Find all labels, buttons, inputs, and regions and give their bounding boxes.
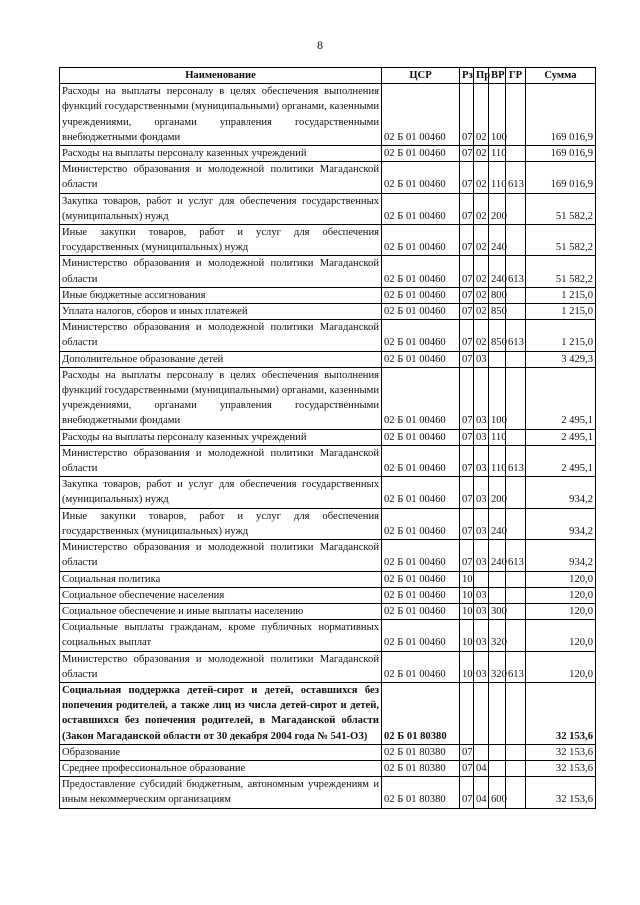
cell-pr: 03 bbox=[474, 429, 489, 445]
cell-csr: 02 Б 01 00460 bbox=[382, 84, 460, 146]
cell-name: Министерство образования и молодежной политики Магаданской области bbox=[60, 445, 382, 476]
cell-vr: 200 bbox=[489, 193, 506, 224]
cell-name: Расходы на выплаты персоналу в целях обеспечения выполнения функций государственными (муниципальными) органами, казенными учреждениями, органами управления государственными внебюджетными фондами bbox=[60, 84, 382, 146]
cell-name: Закупка товаров, работ и услуг для обеспечения государственных (муниципальных) нужд bbox=[60, 193, 382, 224]
cell-gr: 613 bbox=[506, 651, 526, 682]
table-row bbox=[60, 84, 596, 146]
table-row bbox=[60, 744, 596, 760]
cell-vr: 800 bbox=[489, 287, 506, 303]
table-row bbox=[60, 508, 596, 539]
cell-csr: 02 Б 01 00460 bbox=[382, 146, 460, 162]
cell-csr: 02 Б 01 00460 bbox=[382, 287, 460, 303]
cell-pr: 02 bbox=[474, 146, 489, 162]
table-row bbox=[60, 351, 596, 367]
header-name: Наименование bbox=[60, 68, 382, 84]
cell-name: Расходы на выплаты персоналу казенных учреждений bbox=[60, 146, 382, 162]
cell-csr: 02 Б 01 00460 bbox=[382, 162, 460, 193]
cell-gr bbox=[506, 760, 526, 776]
cell-gr: 613 bbox=[506, 540, 526, 571]
cell-sum: 120,0 bbox=[526, 603, 596, 619]
table-row bbox=[60, 777, 596, 808]
cell-sum: 32 153,6 bbox=[526, 744, 596, 760]
cell-csr: 02 Б 01 00460 bbox=[382, 508, 460, 539]
table-row bbox=[60, 540, 596, 571]
cell-vr: 240 bbox=[489, 225, 506, 256]
cell-csr: 02 Б 01 00460 bbox=[382, 351, 460, 367]
table-row bbox=[60, 651, 596, 682]
cell-sum: 51 582,2 bbox=[526, 256, 596, 287]
header-rz: Рз bbox=[460, 68, 474, 84]
cell-rz: 10 bbox=[460, 651, 474, 682]
cell-vr: 300 bbox=[489, 603, 506, 619]
cell-rz: 07 bbox=[460, 351, 474, 367]
cell-rz: 07 bbox=[460, 225, 474, 256]
table-row bbox=[60, 682, 596, 744]
cell-pr: 03 bbox=[474, 445, 489, 476]
cell-sum: 1 215,0 bbox=[526, 287, 596, 303]
cell-csr: 02 Б 01 80380 bbox=[382, 760, 460, 776]
cell-pr: 02 bbox=[474, 225, 489, 256]
cell-sum: 32 153,6 bbox=[526, 760, 596, 776]
header-gr: ГР bbox=[506, 68, 526, 84]
cell-vr bbox=[489, 571, 506, 587]
cell-gr: 613 bbox=[506, 162, 526, 193]
cell-csr: 02 Б 01 00460 bbox=[382, 367, 460, 429]
cell-rz: 07 bbox=[460, 320, 474, 351]
cell-vr bbox=[489, 744, 506, 760]
cell-name: Министерство образования и молодежной политики Магаданской области bbox=[60, 320, 382, 351]
cell-gr: 613 bbox=[506, 256, 526, 287]
cell-vr bbox=[489, 760, 506, 776]
cell-name: Министерство образования и молодежной политики Магаданской области bbox=[60, 651, 382, 682]
cell-rz: 10 bbox=[460, 587, 474, 603]
cell-sum: 2 495,1 bbox=[526, 445, 596, 476]
cell-sum: 51 582,2 bbox=[526, 225, 596, 256]
cell-csr: 02 Б 01 00460 bbox=[382, 540, 460, 571]
header-pr: Пр bbox=[474, 68, 489, 84]
cell-csr: 02 Б 01 00460 bbox=[382, 445, 460, 476]
cell-rz: 07 bbox=[460, 256, 474, 287]
cell-gr bbox=[506, 225, 526, 256]
table-body bbox=[60, 84, 596, 808]
cell-name: Министерство образования и молодежной политики Магаданской области bbox=[60, 540, 382, 571]
cell-rz: 07 bbox=[460, 744, 474, 760]
cell-pr: 02 bbox=[474, 256, 489, 287]
cell-name: Образование bbox=[60, 744, 382, 760]
table-row bbox=[60, 287, 596, 303]
cell-vr: 110 bbox=[489, 162, 506, 193]
cell-gr bbox=[506, 744, 526, 760]
cell-pr: 03 bbox=[474, 620, 489, 651]
cell-csr: 02 Б 01 80380 bbox=[382, 744, 460, 760]
cell-name: Социальная поддержка детей-сирот и детей, оставшихся без попечения родителей, а также лиц из числа детей-сирот и детей, оставшихся без попечения родителей, в Магаданской области (Закон Магаданской области от 30 декабря 2004 года № 541-ОЗ) bbox=[60, 682, 382, 744]
cell-csr: 02 Б 01 00460 bbox=[382, 320, 460, 351]
cell-sum: 32 153,6 bbox=[526, 682, 596, 744]
cell-csr: 02 Б 01 00460 bbox=[382, 571, 460, 587]
cell-vr: 320 bbox=[489, 651, 506, 682]
cell-vr: 600 bbox=[489, 777, 506, 808]
cell-pr: 03 bbox=[474, 540, 489, 571]
cell-rz: 07 bbox=[460, 540, 474, 571]
cell-gr bbox=[506, 287, 526, 303]
cell-rz: 07 bbox=[460, 287, 474, 303]
header-vr: ВР bbox=[489, 68, 506, 84]
cell-gr bbox=[506, 429, 526, 445]
cell-gr bbox=[506, 84, 526, 146]
cell-vr: 110 bbox=[489, 146, 506, 162]
cell-csr: 02 Б 01 00460 bbox=[382, 587, 460, 603]
cell-sum: 169 016,9 bbox=[526, 162, 596, 193]
cell-gr bbox=[506, 367, 526, 429]
table-row bbox=[60, 760, 596, 776]
cell-rz: 07 bbox=[460, 146, 474, 162]
cell-vr: 100 bbox=[489, 367, 506, 429]
cell-csr: 02 Б 01 00460 bbox=[382, 620, 460, 651]
table-row bbox=[60, 146, 596, 162]
cell-gr bbox=[506, 603, 526, 619]
cell-csr: 02 Б 01 00460 bbox=[382, 225, 460, 256]
cell-pr: 02 bbox=[474, 84, 489, 146]
table-row bbox=[60, 429, 596, 445]
cell-csr: 02 Б 01 00460 bbox=[382, 477, 460, 508]
cell-rz: 07 bbox=[460, 367, 474, 429]
header-sum: Сумма bbox=[526, 68, 596, 84]
table-row bbox=[60, 162, 596, 193]
cell-rz: 07 bbox=[460, 777, 474, 808]
cell-name: Закупка товаров, работ и услуг для обеспечения государственных (муниципальных) нужд bbox=[60, 477, 382, 508]
cell-sum: 120,0 bbox=[526, 587, 596, 603]
cell-pr: 03 bbox=[474, 587, 489, 603]
cell-csr: 02 Б 01 00460 bbox=[382, 429, 460, 445]
cell-rz: 07 bbox=[460, 304, 474, 320]
cell-pr bbox=[474, 571, 489, 587]
table-row bbox=[60, 304, 596, 320]
cell-sum: 120,0 bbox=[526, 620, 596, 651]
cell-rz bbox=[460, 682, 474, 744]
cell-rz: 10 bbox=[460, 620, 474, 651]
cell-pr: 02 bbox=[474, 162, 489, 193]
table-row bbox=[60, 477, 596, 508]
table-header-row bbox=[60, 68, 596, 84]
cell-name: Министерство образования и молодежной политики Магаданской области bbox=[60, 162, 382, 193]
cell-vr: 240 bbox=[489, 540, 506, 571]
cell-gr bbox=[506, 682, 526, 744]
cell-sum: 169 016,9 bbox=[526, 84, 596, 146]
cell-sum: 934,2 bbox=[526, 477, 596, 508]
cell-pr: 02 bbox=[474, 287, 489, 303]
cell-sum: 1 215,0 bbox=[526, 320, 596, 351]
cell-csr: 02 Б 01 00460 bbox=[382, 193, 460, 224]
cell-csr: 02 Б 01 80380 bbox=[382, 777, 460, 808]
cell-gr bbox=[506, 477, 526, 508]
cell-csr: 02 Б 01 00460 bbox=[382, 256, 460, 287]
cell-vr: 110 bbox=[489, 429, 506, 445]
cell-name: Социальное обеспечение и иные выплаты населению bbox=[60, 603, 382, 619]
cell-pr: 03 bbox=[474, 477, 489, 508]
cell-gr bbox=[506, 351, 526, 367]
table-row bbox=[60, 256, 596, 287]
cell-rz: 07 bbox=[460, 760, 474, 776]
cell-sum: 2 495,1 bbox=[526, 367, 596, 429]
cell-name: Иные бюджетные ассигнования bbox=[60, 287, 382, 303]
cell-pr: 04 bbox=[474, 760, 489, 776]
cell-vr: 240 bbox=[489, 256, 506, 287]
cell-rz: 07 bbox=[460, 477, 474, 508]
cell-rz: 07 bbox=[460, 508, 474, 539]
budget-table bbox=[59, 67, 596, 809]
cell-pr: 03 bbox=[474, 508, 489, 539]
cell-rz: 07 bbox=[460, 84, 474, 146]
cell-pr: 02 bbox=[474, 320, 489, 351]
table-row bbox=[60, 367, 596, 429]
cell-sum: 3 429,3 bbox=[526, 351, 596, 367]
cell-gr bbox=[506, 304, 526, 320]
table-row bbox=[60, 320, 596, 351]
cell-vr: 100 bbox=[489, 84, 506, 146]
cell-name: Иные закупки товаров, работ и услуг для обеспечения государственных (муниципальных) нужд bbox=[60, 508, 382, 539]
cell-name: Иные закупки товаров, работ и услуг для обеспечения государственных (муниципальных) нужд bbox=[60, 225, 382, 256]
cell-pr: 04 bbox=[474, 777, 489, 808]
cell-name: Социальная политика bbox=[60, 571, 382, 587]
cell-name: Социальное обеспечение населения bbox=[60, 587, 382, 603]
cell-gr bbox=[506, 146, 526, 162]
cell-sum: 169 016,9 bbox=[526, 146, 596, 162]
cell-gr bbox=[506, 193, 526, 224]
cell-rz: 07 bbox=[460, 429, 474, 445]
table-row bbox=[60, 603, 596, 619]
cell-gr bbox=[506, 508, 526, 539]
cell-sum: 32 153,6 bbox=[526, 777, 596, 808]
cell-vr: 850 bbox=[489, 320, 506, 351]
cell-gr bbox=[506, 571, 526, 587]
table-row bbox=[60, 587, 596, 603]
cell-sum: 1 215,0 bbox=[526, 304, 596, 320]
cell-pr bbox=[474, 682, 489, 744]
cell-name: Расходы на выплаты персоналу в целях обеспечения выполнения функций государственными (муниципальными) органами, казенными учреждениями, органами управления государственными внебюджетными фондами bbox=[60, 367, 382, 429]
cell-name: Социальные выплаты гражданам, кроме публичных нормативных социальных выплат bbox=[60, 620, 382, 651]
table-row bbox=[60, 571, 596, 587]
cell-name: Уплата налогов, сборов и иных платежей bbox=[60, 304, 382, 320]
cell-name: Предоставление субсидий бюджетным, автономным учреждениям и иным некоммерческим организациям bbox=[60, 777, 382, 808]
cell-gr: 613 bbox=[506, 445, 526, 476]
cell-csr: 02 Б 01 00460 bbox=[382, 651, 460, 682]
cell-csr: 02 Б 01 00460 bbox=[382, 603, 460, 619]
cell-vr: 200 bbox=[489, 477, 506, 508]
cell-sum: 934,2 bbox=[526, 508, 596, 539]
cell-vr: 110 bbox=[489, 445, 506, 476]
cell-rz: 07 bbox=[460, 162, 474, 193]
cell-sum: 934,2 bbox=[526, 540, 596, 571]
cell-pr: 02 bbox=[474, 193, 489, 224]
cell-sum: 120,0 bbox=[526, 651, 596, 682]
cell-vr: 850 bbox=[489, 304, 506, 320]
cell-name: Министерство образования и молодежной политики Магаданской области bbox=[60, 256, 382, 287]
cell-pr: 03 bbox=[474, 367, 489, 429]
cell-gr bbox=[506, 777, 526, 808]
cell-sum: 2 495,1 bbox=[526, 429, 596, 445]
cell-sum: 120,0 bbox=[526, 571, 596, 587]
cell-csr: 02 Б 01 00460 bbox=[382, 304, 460, 320]
table-row bbox=[60, 225, 596, 256]
cell-vr: 240 bbox=[489, 508, 506, 539]
page-number: 8 bbox=[317, 38, 323, 52]
cell-name: Дополнительное образование детей bbox=[60, 351, 382, 367]
header-csr: ЦСР bbox=[382, 68, 460, 84]
cell-vr bbox=[489, 587, 506, 603]
cell-rz: 07 bbox=[460, 193, 474, 224]
table-row bbox=[60, 620, 596, 651]
table-row bbox=[60, 445, 596, 476]
cell-sum: 51 582,2 bbox=[526, 193, 596, 224]
cell-gr bbox=[506, 620, 526, 651]
cell-gr bbox=[506, 587, 526, 603]
cell-pr: 03 bbox=[474, 603, 489, 619]
cell-pr: 03 bbox=[474, 651, 489, 682]
cell-pr: 03 bbox=[474, 351, 489, 367]
cell-vr bbox=[489, 682, 506, 744]
cell-gr: 613 bbox=[506, 320, 526, 351]
cell-vr: 320 bbox=[489, 620, 506, 651]
cell-rz: 10 bbox=[460, 603, 474, 619]
cell-name: Расходы на выплаты персоналу казенных учреждений bbox=[60, 429, 382, 445]
cell-pr bbox=[474, 744, 489, 760]
cell-vr bbox=[489, 351, 506, 367]
cell-rz: 07 bbox=[460, 445, 474, 476]
cell-name: Среднее профессиональное образование bbox=[60, 760, 382, 776]
cell-pr: 02 bbox=[474, 304, 489, 320]
table-row bbox=[60, 193, 596, 224]
cell-rz: 10 bbox=[460, 571, 474, 587]
cell-csr: 02 Б 01 80380 bbox=[382, 682, 460, 744]
